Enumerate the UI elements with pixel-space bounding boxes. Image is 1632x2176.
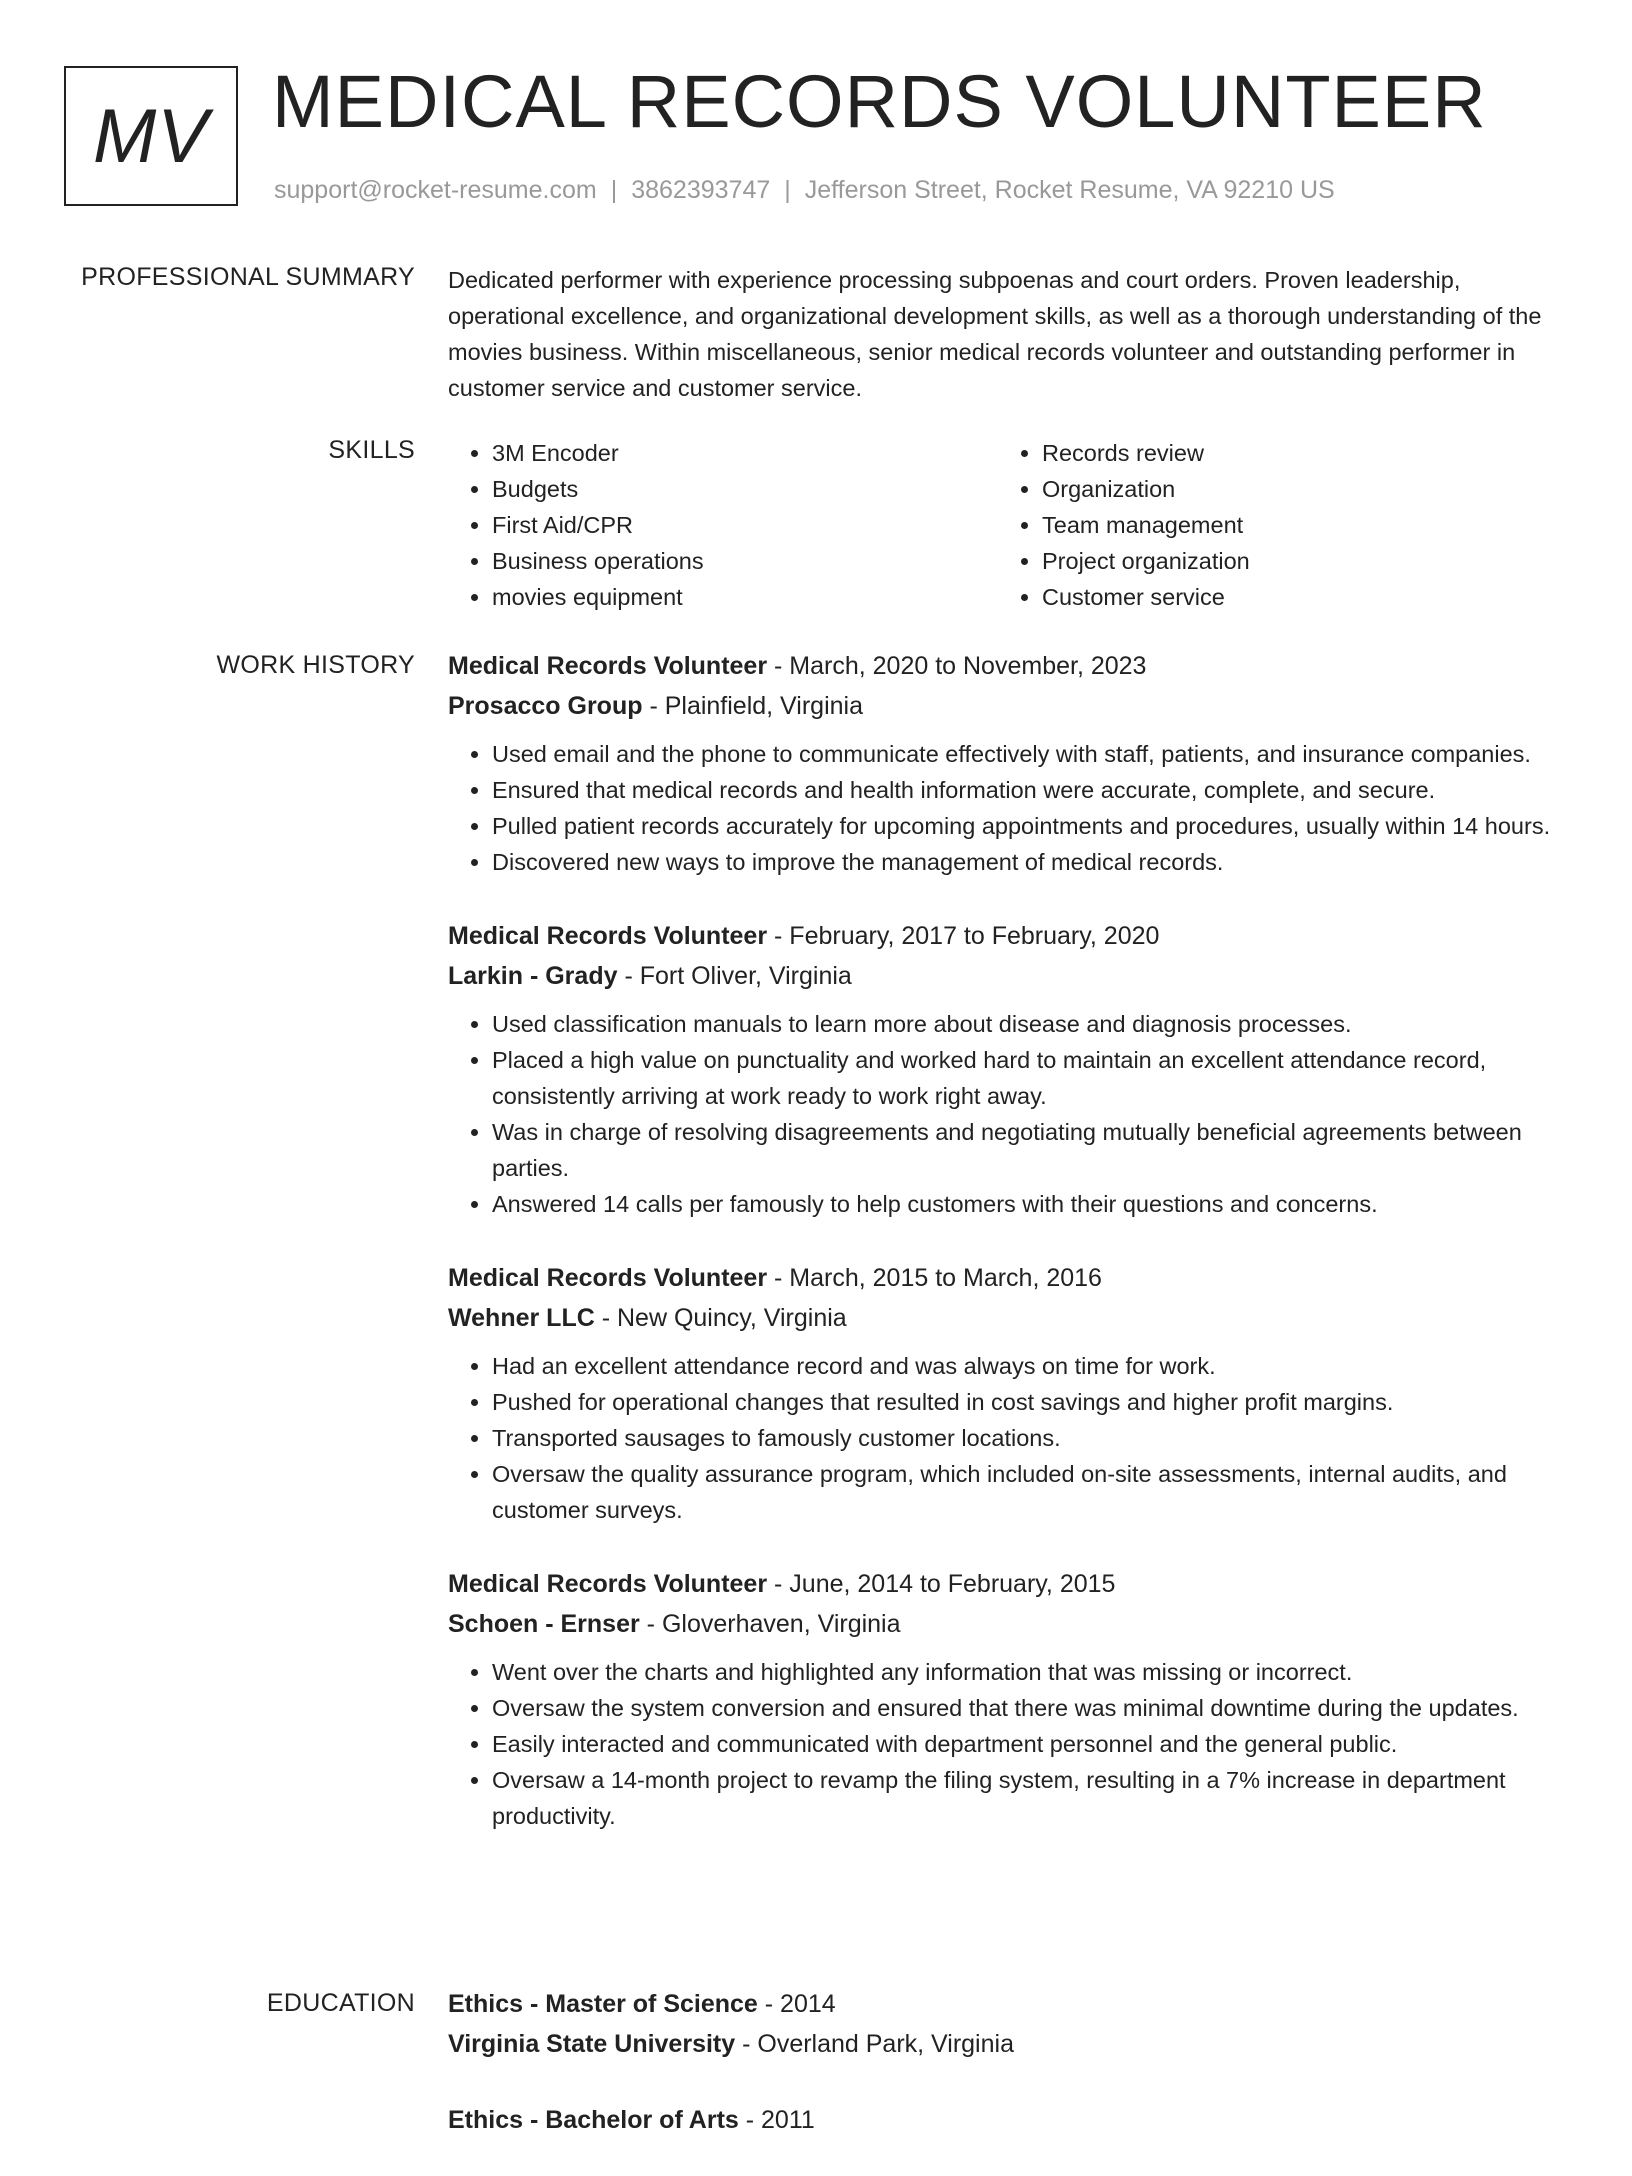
job-bullets (448, 736, 1572, 880)
contact-address: Jefferson Street, Rocket Resume, VA 92210 US (804, 176, 1335, 204)
job-entry (448, 1564, 1572, 1834)
contact-phone[interactable]: 3862393747 (631, 176, 771, 204)
job-company: Larkin - Grady (448, 962, 618, 990)
summary-label: PROFESSIONAL SUMMARY (81, 263, 415, 291)
job-bullet: • Pulled patient records accurately for upcoming appointments and procedures, usually within 14 hours. (492, 808, 1572, 844)
job-title: Medical Records Volunteer (448, 922, 768, 950)
summary-body (448, 262, 1572, 406)
job-title: Medical Records Volunteer (448, 1264, 768, 1292)
degree: Ethics - Master of Science (448, 1990, 758, 2018)
job-entry (448, 646, 1572, 880)
job-title-line (448, 1564, 1572, 1604)
education-entry (448, 2100, 1572, 2140)
degree-line (448, 2100, 1572, 2140)
work-history-body (448, 646, 1572, 1870)
education-body (448, 1984, 1572, 2176)
school: Virginia State University (448, 2030, 736, 2058)
job-location: - Plainfield, Virginia (642, 692, 863, 720)
job-bullet: • Went over the charts and highlighted any information that was missing or incorrect. (492, 1654, 1572, 1690)
job-company-line (448, 686, 1572, 726)
job-location: - New Quincy, Virginia (594, 1304, 847, 1332)
skill-item: • Records review (1042, 435, 1548, 471)
school-line (448, 2024, 1572, 2064)
skills-list-left (448, 435, 998, 615)
resume-title: MEDICAL RECORDS VOLUNTEER (272, 60, 1487, 143)
skill-item: • First Aid/CPR (492, 507, 998, 543)
job-bullet: • Oversaw the quality assurance program, which included on-site assessments, internal audits, and customer surveys. (492, 1456, 1572, 1528)
job-bullet: • Ensured that medical records and health information were accurate, complete, and secure. (492, 772, 1572, 808)
skill-item: • Business operations (492, 543, 998, 579)
skill-item: • Team management (1042, 507, 1548, 543)
job-company: Wehner LLC (448, 1304, 595, 1332)
job-location: - Gloverhaven, Virginia (639, 1610, 901, 1638)
job-bullet: • Oversaw the system conversion and ensured that there was minimal downtime during the updates. (492, 1690, 1572, 1726)
contact-separator: | (610, 176, 618, 204)
skill-item: • Customer service (1042, 579, 1548, 615)
degree-year: - 2014 (757, 1990, 836, 2018)
skills-label: SKILLS (328, 436, 415, 464)
job-bullets (448, 1348, 1572, 1528)
contact-separator: | (784, 176, 791, 204)
job-location: - Fort Oliver, Virginia (617, 962, 852, 990)
degree-year: - 2011 (738, 2106, 815, 2134)
job-company-line (448, 1298, 1572, 1338)
job-bullet: • Used email and the phone to communicate effectively with staff, patients, and insurance companies. (492, 736, 1572, 772)
job-bullet: • Had an excellent attendance record and was always on time for work. (492, 1348, 1572, 1384)
job-bullet: • Answered 14 calls per famously to help customers with their questions and concerns. (492, 1186, 1572, 1222)
work-history-label: WORK HISTORY (216, 651, 415, 679)
skill-item: • Budgets (492, 471, 998, 507)
school-location: - Overland Park, Virginia (735, 2030, 1014, 2058)
job-dates: - March, 2015 to March, 2016 (767, 1264, 1102, 1292)
job-bullet: • Was in charge of resolving disagreements and negotiating mutually beneficial agreements between parties. (492, 1114, 1572, 1186)
job-dates: - February, 2017 to February, 2020 (767, 922, 1160, 950)
skills-body (448, 435, 1572, 615)
job-company-line (448, 956, 1572, 996)
job-entry (448, 1258, 1572, 1528)
summary-text: Dedicated performer with experience processing subpoenas and court orders. Proven leadership, operational excellence, and organizational development skills, as well as a thorough understanding of the movies business. Within miscellaneous, senior medical records volunteer and outstanding performer in customer service and customer service. (448, 267, 1542, 401)
job-title: Medical Records Volunteer (448, 652, 768, 680)
job-title-line (448, 646, 1572, 686)
job-bullet: • Placed a high value on punctuality and worked hard to maintain an excellent attendance record, consistently arriving at work ready to work right away. (492, 1042, 1572, 1114)
job-company: Prosacco Group (448, 692, 643, 720)
job-bullet: • Discovered new ways to improve the management of medical records. (492, 844, 1572, 880)
job-bullet: • Transported sausages to famously customer locations. (492, 1420, 1572, 1456)
job-bullet: • Pushed for operational changes that resulted in cost savings and higher profit margins. (492, 1384, 1572, 1420)
job-title: Medical Records Volunteer (448, 1570, 768, 1598)
skills-grid (448, 435, 1572, 615)
job-company: Schoen - Ernser (448, 1610, 640, 1638)
job-bullets (448, 1006, 1572, 1222)
job-bullet: • Easily interacted and communicated with department personnel and the general public. (492, 1726, 1572, 1762)
education-entry (448, 1984, 1572, 2064)
education-label: EDUCATION (266, 1989, 415, 2017)
job-entry (448, 916, 1572, 1222)
job-bullet: • Oversaw a 14-month project to revamp the filing system, resulting in a 7% increase in department productivity. (492, 1762, 1572, 1834)
skill-item: • movies equipment (492, 579, 998, 615)
contact-line (274, 176, 1335, 205)
degree-line (448, 1984, 1572, 2024)
job-bullet: • Used classification manuals to learn more about disease and diagnosis processes. (492, 1006, 1572, 1042)
job-dates: - March, 2020 to November, 2023 (767, 652, 1147, 680)
contact-email[interactable]: support@rocket-resume.com (274, 176, 597, 204)
job-company-line (448, 1604, 1572, 1644)
degree: Ethics - Bachelor of Arts (448, 2106, 739, 2134)
skill-item: • Organization (1042, 471, 1548, 507)
job-title-line (448, 916, 1572, 956)
monogram-logo: MV (64, 66, 238, 206)
skills-list-right (998, 435, 1548, 615)
skill-item: • 3M Encoder (492, 435, 998, 471)
job-dates: - June, 2014 to February, 2015 (767, 1570, 1116, 1598)
job-title-line (448, 1258, 1572, 1298)
skill-item: • Project organization (1042, 543, 1548, 579)
job-bullets (448, 1654, 1572, 1834)
